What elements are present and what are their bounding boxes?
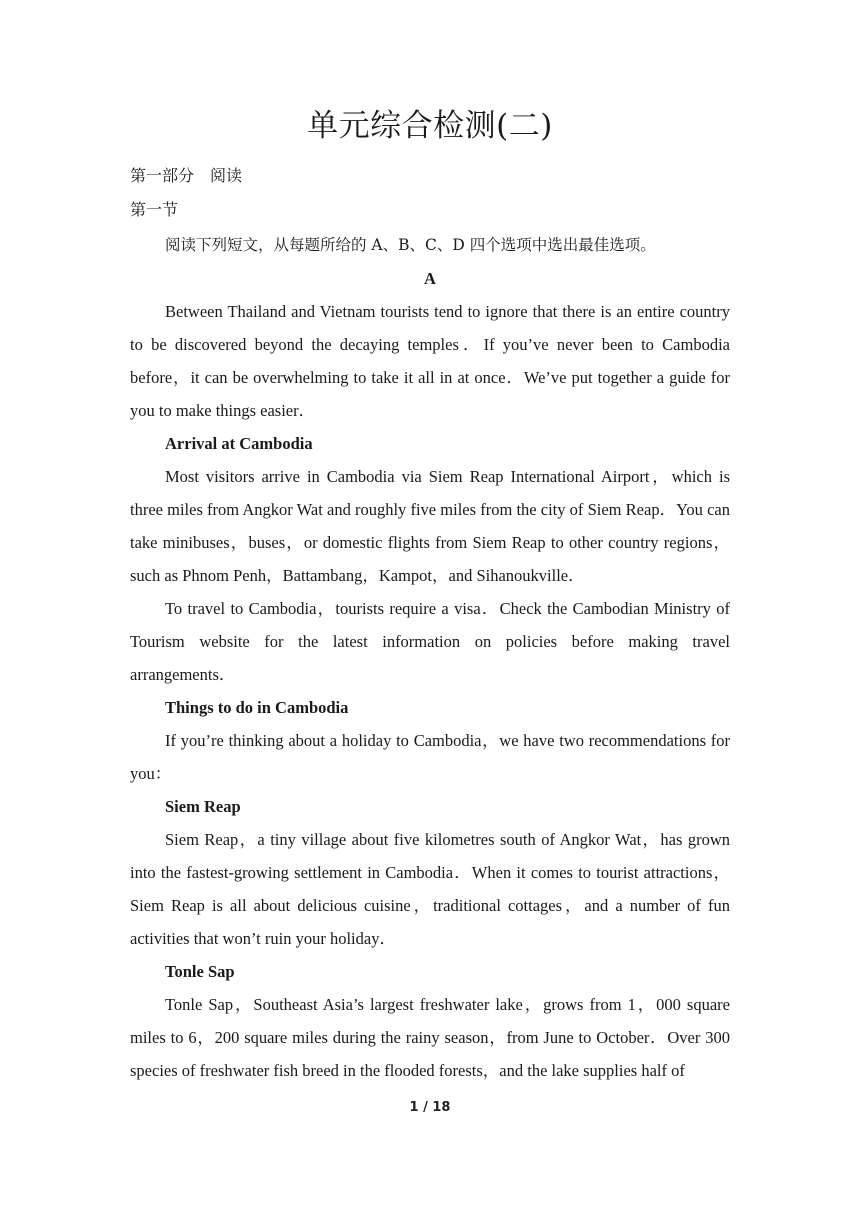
section-heading: 第一节 bbox=[130, 200, 179, 219]
page-title: 单元综合检测(二) bbox=[307, 108, 553, 144]
paragraph-arrival-1: Most visitors arrive in Cambodia via Siem Reap International Airport，which is three miles from Angkor Wat and roughly five miles from the city of Siem Reap．You can take minibuses，buses，or domestic flights from Siem Reap to other country regions，such as Phnom Penh，Battambang，Kampot，and Sihanoukville． bbox=[130, 467, 730, 585]
subheading-siem-reap: Siem Reap bbox=[165, 797, 241, 816]
subheading-tonle-sap: Tonle Sap bbox=[165, 962, 235, 981]
passage-label: A bbox=[424, 269, 436, 288]
paragraph-intro: Between Thailand and Vietnam tourists tend to ignore that there is an entire country to be discovered beyond the decaying temples．If you’ve never been to Cambodia before，it can be overwhelming to take it all in at once．We’ve put together a guide for you to make things easier． bbox=[130, 302, 730, 420]
paragraph-siem-reap: Siem Reap，a tiny village about five kilometres south of Angkor Wat，has grown into the fastest-growing settlement in Cambodia．When it comes to tourist attractions，Siem Reap is all about delicious cuisine，traditional cottages，and a number of fun activities that won’t ruin your holiday． bbox=[130, 830, 730, 948]
instruction-text: 阅读下列短文，从每题所给的 A、B、C、D 四个选项中选出最佳选项。 bbox=[165, 236, 656, 254]
passage-body bbox=[130, 229, 730, 1087]
subheading-things: Things to do in Cambodia bbox=[165, 698, 349, 717]
paragraph-arrival-2: To travel to Cambodia，tourists require a visa．Check the Cambodian Ministry of Tourism website for the latest information on policies before making travel arrangements． bbox=[130, 599, 730, 684]
part-heading: 第一部分 阅读 bbox=[130, 166, 243, 185]
page-number: 1 / 18 bbox=[409, 1100, 451, 1115]
paragraph-tonle-sap: Tonle Sap，Southeast Asia’s largest freshwater lake，grows from 1，000 square miles to 6，200 square miles during the rainy season，from June to October．Over 300 species of freshwater fish breed in the flooded forests，and the lake supplies half of bbox=[130, 995, 730, 1080]
paragraph-things-1: If you’re thinking about a holiday to Cambodia，we have two recommendations for you： bbox=[130, 731, 730, 783]
subheading-arrival: Arrival at Cambodia bbox=[165, 434, 313, 453]
